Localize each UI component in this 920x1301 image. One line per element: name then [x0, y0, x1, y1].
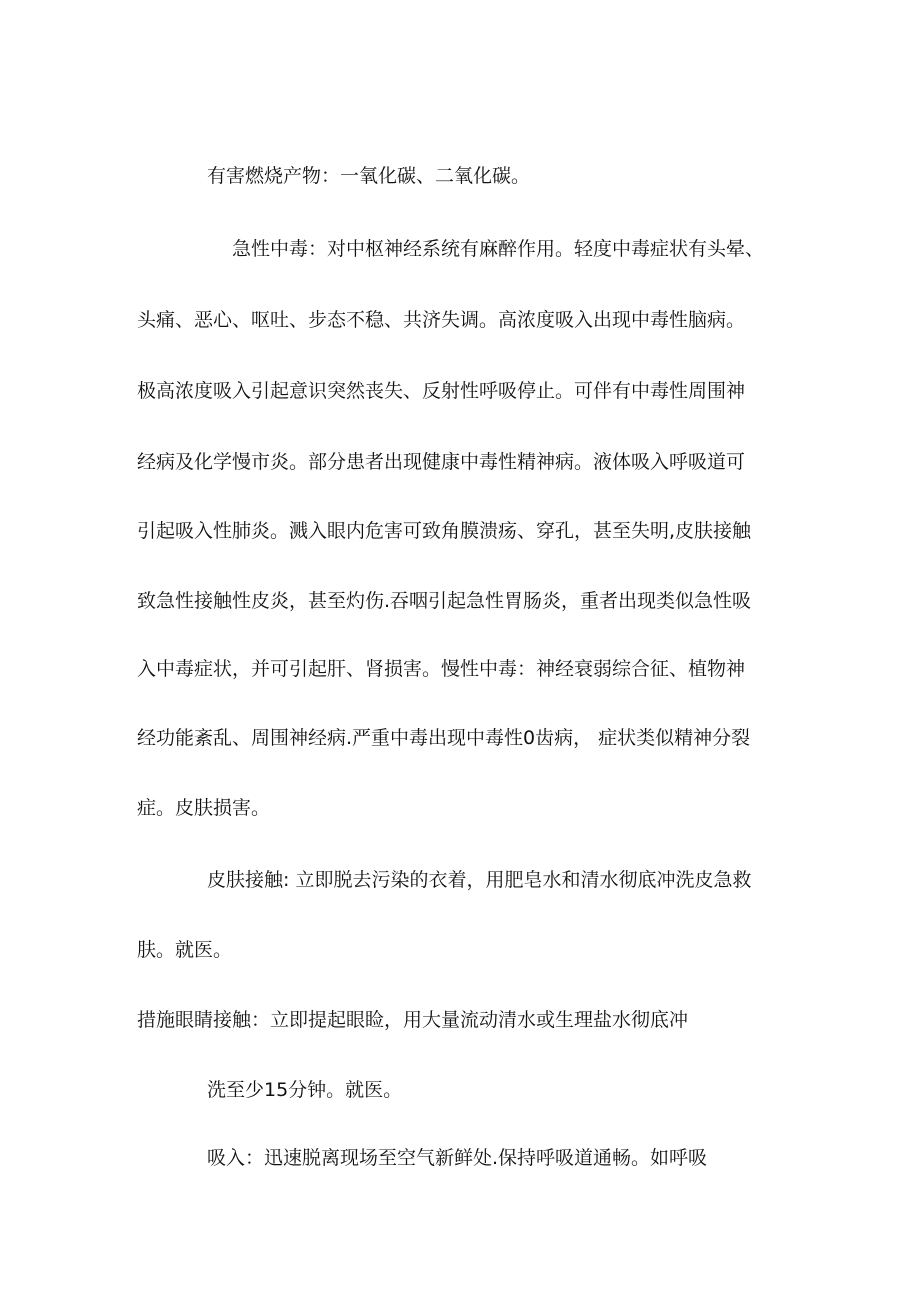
paragraph-skin-contact-line: 皮肤接触: 立即脱去污染的衣着，用肥皂水和清水彻底冲洗皮急救 — [207, 869, 752, 891]
paragraph-eye-contact-line: 措施眼睛接触：立即提起眼睑，用大量流动清水或生理盐水彻底冲 — [137, 1009, 689, 1031]
paragraph-acute-poisoning-line: 入中毒症状，并可引起肝、肾损害。慢性中毒：神经衰弱综合征、植物神 — [137, 658, 746, 680]
paragraph-acute-poisoning-line: 头痛、恶心、呕吐、步态不稳、共济失调。高浓度吸入出现中毒性脑病。 — [137, 309, 746, 331]
paragraph-acute-poisoning-line: 致急性接触性皮炎，甚至灼伤.吞咽引起急性胃肠炎，重者出现类似急性吸 — [137, 590, 752, 612]
paragraph-inhalation: 吸入：迅速脱离现场至空气新鲜处.保持呼吸道通畅。如呼吸 — [207, 1147, 708, 1169]
paragraph-acute-poisoning-line: 引起吸入性肺炎。溅入眼内危害可致角膜溃疡、穿孔，甚至失明,皮肤接触 — [137, 520, 752, 542]
paragraph-acute-poisoning-line: 经病及化学慢市炎。部分患者出现健康中毒性精神病。液体吸入呼吸道可 — [137, 451, 746, 473]
paragraph-eye-contact-line: 洗至少15分钟。就医。 — [207, 1079, 403, 1101]
paragraph-acute-poisoning-line: 急性中毒：对中枢神经系统有麻醉作用。轻度中毒症状有头晕、 — [232, 238, 765, 260]
paragraph-acute-poisoning-line: 症。皮肤损害。 — [137, 797, 271, 819]
paragraph-skin-contact-line: 肤。就医。 — [137, 939, 233, 961]
paragraph-combustion-products: 有害燃烧产物：一氧化碳、二氧化碳。 — [207, 165, 531, 187]
paragraph-acute-poisoning-line: 经功能紊乱、周围神经病.严重中毒出现中毒性0齿病， 症状类似精神分裂 — [137, 727, 751, 749]
paragraph-acute-poisoning-line: 极高浓度吸入引起意识突然丧失、反射性呼吸停止。可伴有中毒性周围神 — [137, 380, 746, 402]
